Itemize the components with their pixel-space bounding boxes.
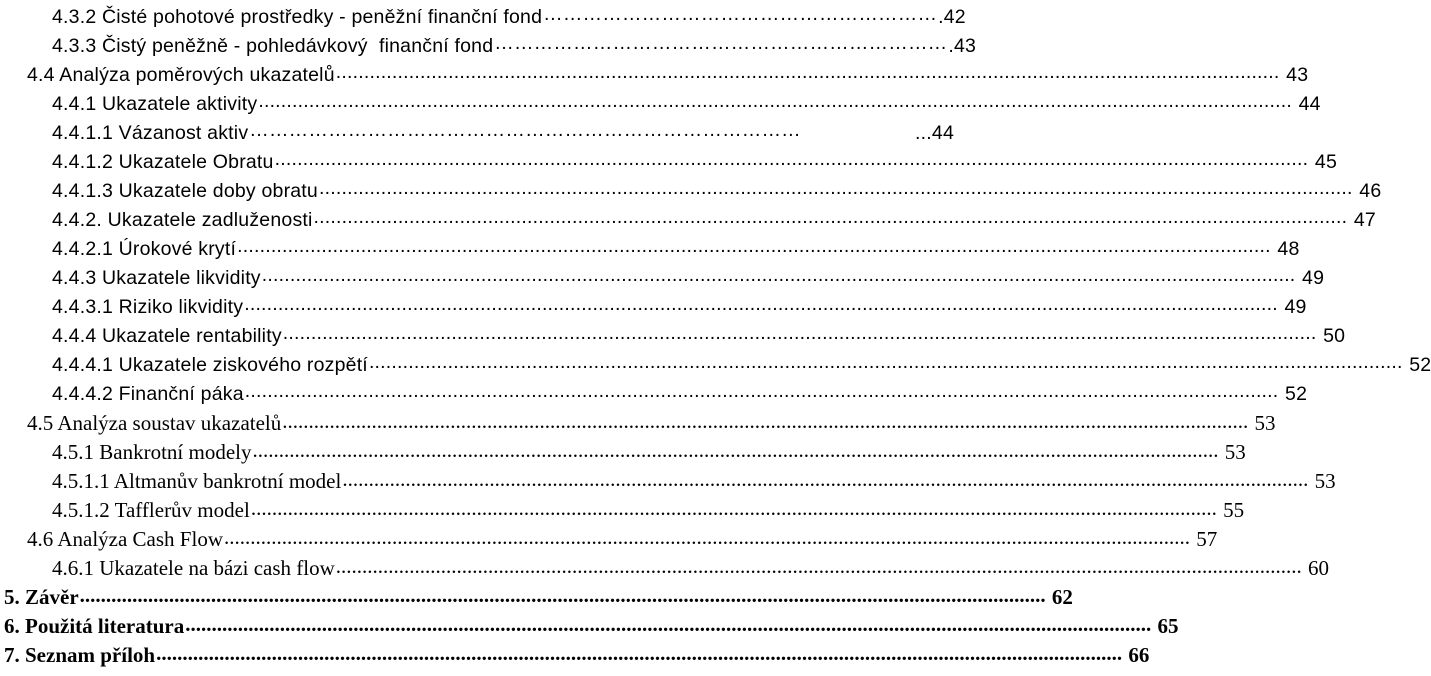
toc-entry-title: 4.4.3 Ukazatele likvidity	[52, 267, 261, 289]
toc-entry-title: 4.4.1.3 Ukazatele doby obratu	[52, 180, 318, 202]
toc-entry-4-4-4-2[interactable]	[52, 378, 1308, 406]
toc-entry-title: 6. Použitá literatura	[4, 614, 185, 638]
toc-page-number: 52	[1279, 383, 1308, 405]
toc-leader: ........................................................................................................................................................................................	[274, 148, 1309, 170]
toc-entry-title: 4.5.1 Bankrotní modely	[52, 440, 252, 464]
toc-entry-title: 4.4.2.1 Úrokové krytí	[52, 238, 237, 260]
toc-entry-4-4-4[interactable]	[52, 320, 1346, 348]
toc-leader: ........................................................................................................................................................................................	[261, 264, 1296, 286]
toc-leader: ……………………………………………………………	[494, 32, 948, 54]
toc-entry-4-5[interactable]	[27, 408, 1276, 436]
toc-page-number: 45	[1309, 151, 1337, 173]
toc-leader: ........................................................................................................................................................................................	[313, 206, 1348, 228]
toc-page-number: 65	[1152, 614, 1179, 638]
toc-leader: ........................................................................................................................................................................	[335, 61, 1280, 83]
toc-page-number: 48	[1271, 238, 1300, 260]
toc-entry-4-4-1-2[interactable]	[52, 146, 1337, 174]
toc-leader: ........................................................................................................................................................................................	[335, 554, 1302, 578]
toc-page-number: ...44	[915, 122, 954, 144]
toc-entry-title: 4.5.1.2 Tafflerův model	[52, 498, 250, 522]
toc-page-number: 47	[1348, 209, 1376, 231]
toc-entry-title: 4.4.2. Ukazatele zadluženosti	[52, 209, 313, 231]
toc-entry-4-4-2[interactable]	[52, 204, 1376, 232]
toc-page-number: 43	[1280, 64, 1309, 86]
toc-leader: ........................................................................................................................................................................................	[258, 90, 1292, 112]
toc-entry-4-6[interactable]	[27, 524, 1218, 552]
toc-entry-title: 4.4.3.1 Riziko likvidity	[52, 296, 244, 318]
toc-leader: …………………………………………………………………………	[249, 119, 801, 141]
toc-leader: ........................................................................................................................................................................................	[282, 409, 1249, 433]
toc-leader: ........................................................................................................................................................................................	[244, 380, 1279, 402]
toc-page-number: 49	[1296, 267, 1325, 289]
toc-entry-4-4-4-1[interactable]	[52, 349, 1431, 377]
toc-leader: ........................................................................................................................................................................................	[223, 525, 1190, 549]
toc-leader: ........................................................................................................................................................................................	[244, 293, 1278, 315]
toc-leader: ........................................................................................................................................................................................	[250, 496, 1217, 520]
toc-entry-title: 4.5.1.1 Altmanův bankrotní model	[52, 469, 342, 493]
toc-entry-title: 4.6 Analýza Cash Flow	[27, 527, 223, 551]
toc-leader: ........................................................................................................................................................................................	[237, 235, 1271, 257]
toc-entry-4-5-1-1[interactable]	[52, 466, 1336, 494]
toc-page-number: 50	[1317, 325, 1346, 347]
toc-page-number: 60	[1302, 556, 1330, 580]
toc-entry-title: 4.3.2 Čisté pohotové prostředky - peněžní finanční fond	[52, 6, 543, 28]
toc-leader: ........................................................................................................................................................................................	[185, 612, 1152, 636]
toc-entry-4-6-1[interactable]	[52, 553, 1330, 581]
toc-page-number: 62	[1046, 585, 1073, 609]
toc-page-number: 44	[1293, 93, 1321, 115]
toc-entry-title: 4.4.4.2 Finanční páka	[52, 383, 244, 405]
toc-page-number: 53	[1309, 469, 1336, 493]
toc-entry-title: 4.6.1 Ukazatele na bázi cash flow	[52, 556, 335, 580]
toc-entry-title: 4.4 Analýza poměrových ukazatelů	[27, 64, 335, 86]
toc-entry-7[interactable]	[4, 640, 1150, 668]
toc-entry-title: 4.4.4 Ukazatele rentability	[52, 325, 282, 347]
toc-entry-title: 4.3.3 Čistý peněžně - pohledávkový finanční fond	[52, 35, 494, 57]
toc-entry-4-4-1[interactable]	[52, 88, 1321, 116]
toc-entry-4-4-2-1[interactable]	[52, 233, 1300, 261]
toc-leader: ........................................................................................................................................................................................	[368, 351, 1403, 373]
toc-page-number: 52	[1403, 354, 1431, 376]
toc-entry-5[interactable]	[4, 582, 1073, 610]
toc-entry-title: 7. Seznam příloh	[4, 643, 156, 667]
toc-page-number: 53	[1249, 411, 1276, 435]
toc-leader: ……………………………………………………	[543, 3, 938, 25]
toc-page-number: 46	[1353, 180, 1382, 202]
toc-entry-6[interactable]	[4, 611, 1179, 639]
toc-page-number: 49	[1278, 296, 1307, 318]
toc-leader: ........................................................................................................................................................................................	[282, 322, 1317, 344]
toc-entry-4-4-3[interactable]	[52, 262, 1325, 290]
toc-entry-4-3-3[interactable]	[52, 30, 977, 58]
toc-entry-4-4[interactable]	[27, 59, 1309, 87]
toc-entry-4-5-1-2[interactable]	[52, 495, 1245, 523]
toc-entry-4-4-1-1[interactable]	[52, 117, 954, 145]
toc-leader: ........................................................................................................................................................................................	[252, 438, 1219, 462]
toc-page-number: 53	[1219, 440, 1246, 464]
toc-entry-4-4-1-3[interactable]	[52, 175, 1382, 203]
toc-leader: ........................................................................................................................................................................................	[79, 583, 1046, 607]
toc-leader: ........................................................................................................................................................................................	[318, 177, 1353, 199]
toc-entry-title: 4.5 Analýza soustav ukazatelů	[27, 411, 282, 435]
toc-leader: ........................................................................................................................................................................................	[342, 467, 1309, 491]
toc-entry-4-3-2[interactable]	[52, 1, 966, 29]
toc-page-number: 57	[1190, 527, 1218, 551]
toc-page-number: .42	[938, 6, 966, 28]
toc-page-number: .43	[948, 35, 977, 57]
toc-entry-4-4-3-1[interactable]	[52, 291, 1307, 319]
toc-entry-title: 4.4.1.1 Vázanost aktiv	[52, 122, 249, 144]
toc-entry-title: 5. Závěr	[4, 585, 79, 609]
toc-entry-title: 4.4.1 Ukazatele aktivity	[52, 93, 258, 115]
toc-leader: ........................................................................................................................................................................................	[156, 641, 1123, 665]
toc-entry-title: 4.4.1.2 Ukazatele Obratu	[52, 151, 274, 173]
toc-page-number: 66	[1123, 643, 1150, 667]
toc-entry-4-5-1[interactable]	[52, 437, 1246, 465]
toc-entry-title: 4.4.4.1 Ukazatele ziskového rozpětí	[52, 354, 368, 376]
toc-page-number: 55	[1217, 498, 1245, 522]
